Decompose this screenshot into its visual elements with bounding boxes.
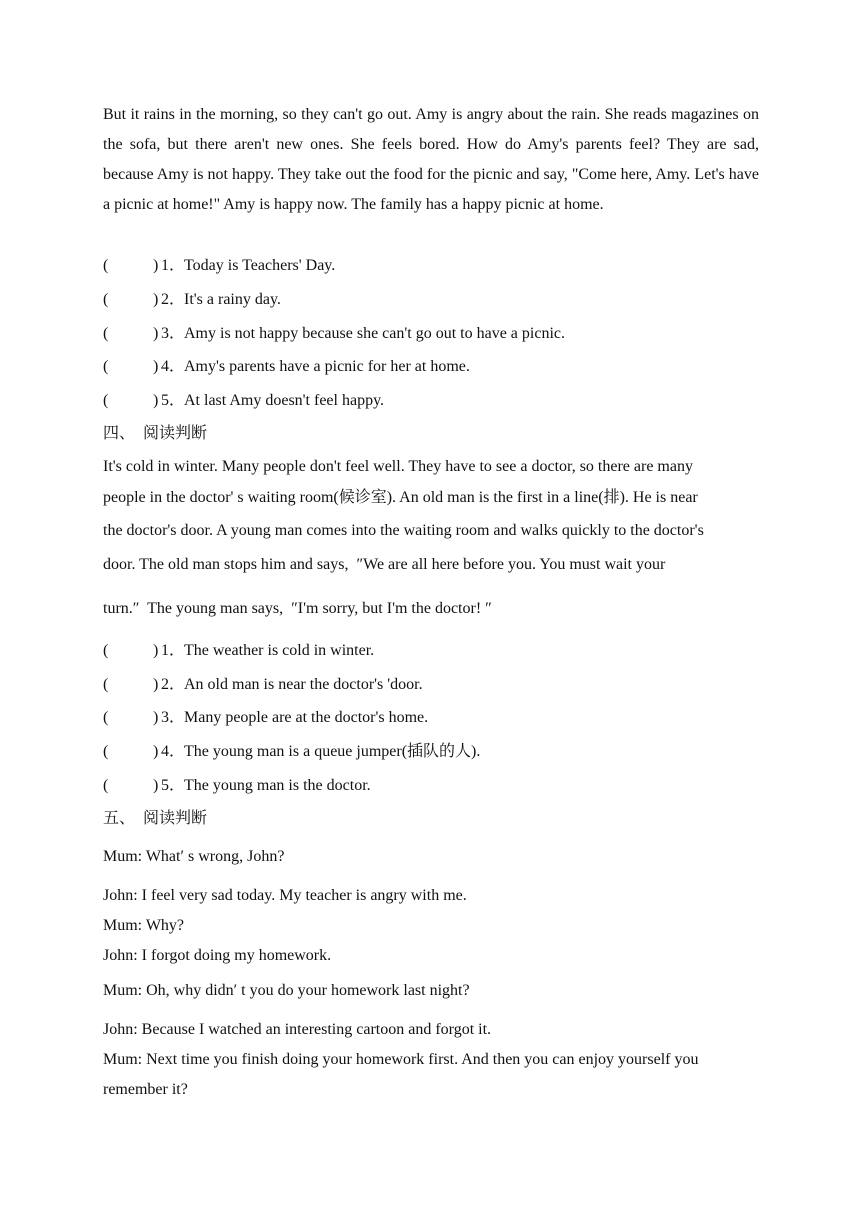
question-text: Amy is not happy because she can't go out to have a picnic. — [184, 325, 565, 342]
answer-blank-open: ( — [103, 777, 109, 794]
answer-blank-open: ( — [103, 743, 109, 760]
answer-blank-close: ) — [153, 777, 159, 794]
question-text: An old man is near the doctor's 'door. — [184, 676, 423, 693]
question-text: Amy's parents have a picnic for her at home. — [184, 358, 470, 375]
question-number: 3． — [161, 709, 186, 726]
answer-blank-close: ) — [153, 743, 159, 760]
dialogue-line: Mum: What′ s wrong, John? — [103, 848, 285, 865]
passage-line: It's cold in winter. Many people don't feel well. They have to see a doctor, so there are many — [103, 458, 693, 475]
question-number: 5． — [161, 392, 186, 409]
dialogue-line: John: Because I watched an interesting cartoon and forgot it. — [103, 1021, 492, 1038]
answer-blank-open: ( — [103, 709, 109, 726]
section-heading: 四、 阅读判断 — [103, 425, 208, 442]
question-number: 2． — [161, 676, 186, 693]
answer-blank-open: ( — [103, 358, 109, 375]
question-text: The weather is cold in winter. — [184, 642, 375, 659]
question-number: 2． — [161, 291, 186, 308]
answer-blank-close: ) — [153, 676, 159, 693]
passage-line: people in the doctor' s waiting room(候诊室). An old man is the first in a line(排). He is near — [103, 489, 698, 506]
question-text: The young man is the doctor. — [184, 777, 371, 794]
question-text: The young man is a queue jumper(插队的人). — [184, 743, 481, 760]
answer-blank-close: ) — [153, 709, 159, 726]
section-heading: 五、 阅读判断 — [103, 810, 208, 827]
question-number: 1． — [161, 257, 186, 274]
answer-blank-open: ( — [103, 676, 109, 693]
passage-line: door. The old man stops him and says, ″We are all here before you. You must wait your — [103, 556, 666, 573]
question-number: 1． — [161, 642, 186, 659]
question-number: 3． — [161, 325, 186, 342]
question-number: 4． — [161, 358, 186, 375]
answer-blank-open: ( — [103, 257, 109, 274]
dialogue-line: John: I feel very sad today. My teacher is angry with me. — [103, 887, 467, 904]
passage-line: turn.″ The young man says, ″I'm sorry, but I'm the doctor! ″ — [103, 600, 492, 617]
dialogue-line: Mum: Next time you finish doing your homework first. And then you can enjoy yourself you — [103, 1051, 699, 1068]
answer-blank-close: ) — [153, 257, 159, 274]
answer-blank-open: ( — [103, 642, 109, 659]
answer-blank-close: ) — [153, 642, 159, 659]
answer-blank-close: ) — [153, 325, 159, 342]
answer-blank-close: ) — [153, 358, 159, 375]
question-number: 4． — [161, 743, 186, 760]
answer-blank-open: ( — [103, 291, 109, 308]
answer-blank-close: ) — [153, 392, 159, 409]
question-text: At last Amy doesn't feel happy. — [184, 392, 385, 409]
passage-amy: But it rains in the morning, so they can't go out. Amy is angry about the rain. She reads magazines on the sofa, but there aren't new ones. She feels bored. How do Amy's parents feel? They are sad, because Amy is not happy. They take out the food for the picnic and say, "Come here, Amy. Let's have a picnic at home!" Amy is happy now. The family has a happy picnic at home. — [103, 106, 759, 213]
passage-line: the doctor's door. A young man comes into the waiting room and walks quickly to the doctor's — [103, 522, 704, 539]
dialogue-line: remember it? — [103, 1081, 188, 1098]
question-text: Today is Teachers' Day. — [184, 257, 336, 274]
question-text: Many people are at the doctor's home. — [184, 709, 429, 726]
answer-blank-open: ( — [103, 325, 109, 342]
dialogue-line: Mum: Oh, why didn′ t you do your homework last night? — [103, 982, 470, 999]
question-text: It's a rainy day. — [184, 291, 281, 308]
answer-blank-open: ( — [103, 392, 109, 409]
dialogue-line: Mum: Why? — [103, 917, 185, 934]
question-number: 5． — [161, 777, 186, 794]
dialogue-line: John: I forgot doing my homework. — [103, 947, 332, 964]
answer-blank-close: ) — [153, 291, 159, 308]
